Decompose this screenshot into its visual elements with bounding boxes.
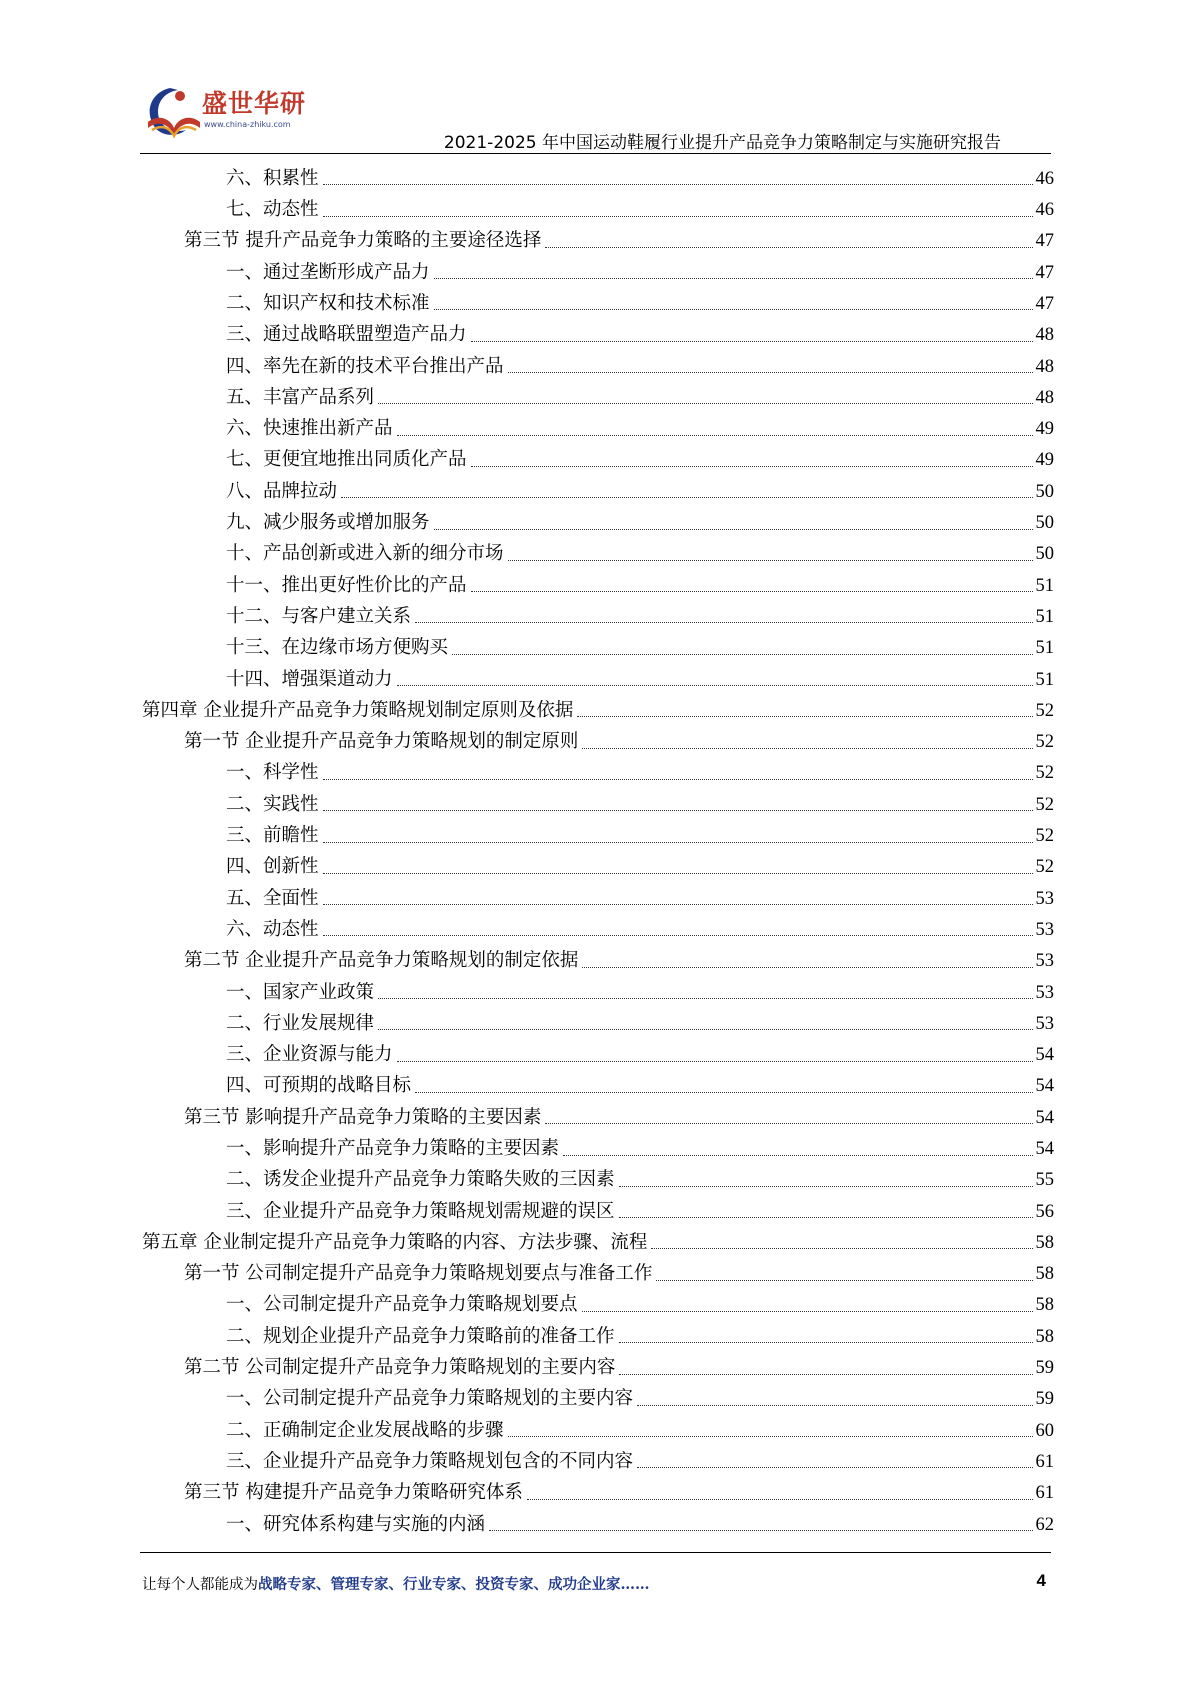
- toc-entry[interactable]: [142, 880, 1054, 911]
- toc-dot-leader: [656, 1280, 1032, 1281]
- toc-entry[interactable]: [142, 1224, 1054, 1255]
- toc-entry-page: 52: [1035, 794, 1054, 815]
- toc-entry[interactable]: [142, 598, 1054, 629]
- toc-entry-page: 56: [1035, 1201, 1054, 1222]
- toc-entry-title: 一、科学性: [226, 762, 319, 784]
- toc-entry-title: 第四章 企业提升产品竞争力策略规划制定原则及依据: [142, 699, 574, 721]
- report-title: 2021-2025 年中国运动鞋履行业提升产品竞争力策略制定与实施研究报告: [443, 133, 1001, 153]
- toc-entry[interactable]: [142, 849, 1054, 880]
- toc-entry-page: 49: [1035, 419, 1054, 440]
- toc-entry-page: 52: [1035, 732, 1054, 753]
- toc-dot-leader: [545, 247, 1032, 248]
- toc-dot-leader: [323, 935, 1033, 936]
- toc-dot-leader: [323, 904, 1033, 905]
- toc-entry[interactable]: [142, 1287, 1054, 1318]
- toc-entry-page: 59: [1035, 1358, 1054, 1379]
- toc-entry-page: 47: [1035, 262, 1054, 283]
- toc-dot-leader: [527, 1499, 1033, 1500]
- toc-dot-leader: [323, 842, 1033, 843]
- toc-entry-title: 三、企业提升产品竞争力策略规划包含的不同内容: [226, 1450, 634, 1472]
- toc-entry-page: 62: [1035, 1514, 1054, 1535]
- toc-entry[interactable]: [142, 1036, 1054, 1067]
- toc-entry[interactable]: [142, 285, 1054, 316]
- toc-dot-leader: [489, 1530, 1032, 1531]
- toc-dot-leader: [397, 685, 1033, 686]
- toc-entry-page: 51: [1035, 669, 1054, 690]
- toc-entry-title: 十二、与客户建立关系: [226, 605, 412, 627]
- toc-dot-leader: [577, 716, 1032, 717]
- toc-dot-leader: [619, 1217, 1033, 1218]
- toc-entry[interactable]: [142, 1130, 1054, 1161]
- toc-entry-title: 第五章 企业制定提升产品竞争力策略的内容、方法步骤、流程: [142, 1231, 648, 1253]
- toc-entry[interactable]: [142, 536, 1054, 567]
- toc-entry-page: 54: [1035, 1107, 1054, 1128]
- company-logo: [140, 82, 310, 146]
- toc-entry[interactable]: [142, 1381, 1054, 1412]
- toc-dot-leader: [471, 341, 1033, 342]
- toc-entry-title: 一、国家产业政策: [226, 981, 375, 1003]
- toc-entry-title: 四、创新性: [226, 856, 319, 878]
- toc-entry-title: 五、全面性: [226, 887, 319, 909]
- toc-dot-leader: [323, 873, 1033, 874]
- toc-entry[interactable]: [142, 1255, 1054, 1286]
- toc-entry[interactable]: [142, 567, 1054, 598]
- toc-entry[interactable]: [142, 348, 1054, 379]
- toc-entry[interactable]: [142, 191, 1054, 222]
- page-number: 4: [1036, 1571, 1046, 1590]
- toc-entry[interactable]: [142, 942, 1054, 973]
- toc-entry-title: 二、诱发企业提升产品竞争力策略失败的三因素: [226, 1169, 615, 1191]
- toc-entry-title: 一、公司制定提升产品竞争力策略规划要点: [226, 1294, 578, 1316]
- toc-entry-page: 61: [1035, 1483, 1054, 1504]
- toc-entry-title: 七、动态性: [226, 199, 319, 221]
- toc-entry-page: 49: [1035, 450, 1054, 471]
- toc-dot-leader: [563, 1155, 1032, 1156]
- toc-entry-page: 52: [1035, 857, 1054, 878]
- toc-entry-page: 48: [1035, 325, 1054, 346]
- toc-entry-page: 51: [1035, 575, 1054, 596]
- toc-entry-page: 53: [1035, 951, 1054, 972]
- toc-dot-leader: [415, 1092, 1032, 1093]
- toc-dot-leader: [471, 466, 1033, 467]
- toc-entry-title: 第一节 公司制定提升产品竞争力策略规划要点与准备工作: [184, 1263, 653, 1285]
- toc-entry-page: 58: [1035, 1295, 1054, 1316]
- header-divider: [140, 153, 1051, 154]
- toc-entry-page: 58: [1035, 1264, 1054, 1285]
- toc-entry[interactable]: [142, 1099, 1054, 1130]
- toc-dot-leader: [582, 748, 1032, 749]
- toc-entry-title: 第一节 企业提升产品竞争力策略规划的制定原则: [184, 731, 579, 753]
- toc-entry[interactable]: [142, 160, 1054, 191]
- toc-entry-page: 61: [1035, 1451, 1054, 1472]
- toc-entry-title: 七、更便宜地推出同质化产品: [226, 449, 467, 471]
- toc-entry[interactable]: [142, 1412, 1054, 1443]
- toc-dot-leader: [619, 1186, 1033, 1187]
- toc-entry[interactable]: [142, 316, 1054, 347]
- toc-entry-page: 54: [1035, 1076, 1054, 1097]
- toc-entry-title: 第二节 公司制定提升产品竞争力策略规划的主要内容: [184, 1357, 616, 1379]
- table-of-contents: [142, 160, 1054, 1537]
- toc-entry[interactable]: [142, 1068, 1054, 1099]
- toc-entry[interactable]: [142, 1474, 1054, 1505]
- toc-entry-page: 58: [1035, 1326, 1054, 1347]
- toc-dot-leader: [508, 560, 1033, 561]
- toc-entry-title: 三、前瞻性: [226, 825, 319, 847]
- toc-dot-leader: [323, 810, 1033, 811]
- toc-entry-page: 48: [1035, 387, 1054, 408]
- toc-entry-page: 47: [1035, 293, 1054, 314]
- toc-dot-leader: [582, 967, 1032, 968]
- toc-entry-title: 九、减少服务或增加服务: [226, 512, 430, 534]
- toc-entry[interactable]: [142, 442, 1054, 473]
- toc-dot-leader: [637, 1405, 1032, 1406]
- toc-dot-leader: [434, 278, 1033, 279]
- toc-entry[interactable]: [142, 786, 1054, 817]
- toc-entry-page: 53: [1035, 919, 1054, 940]
- toc-dot-leader: [397, 1061, 1033, 1062]
- toc-entry-page: 47: [1035, 231, 1054, 252]
- toc-dot-leader: [397, 435, 1033, 436]
- toc-entry[interactable]: [142, 254, 1054, 285]
- toc-entry[interactable]: [142, 817, 1054, 848]
- toc-entry-page: 46: [1035, 200, 1054, 221]
- toc-entry-title: 十、产品创新或进入新的细分市场: [226, 543, 504, 565]
- toc-entry-title: 二、正确制定企业发展战略的步骤: [226, 1419, 504, 1441]
- toc-entry[interactable]: [142, 1318, 1054, 1349]
- footer-divider: [140, 1552, 1051, 1553]
- toc-dot-leader: [323, 216, 1033, 217]
- toc-dot-leader: [508, 372, 1033, 373]
- toc-entry-page: 50: [1035, 513, 1054, 534]
- toc-entry-page: 50: [1035, 544, 1054, 565]
- toc-entry-page: 50: [1035, 481, 1054, 502]
- toc-entry-title: 第三节 构建提升产品竞争力策略研究体系: [184, 1482, 523, 1504]
- toc-dot-leader: [341, 497, 1032, 498]
- toc-entry[interactable]: [142, 1162, 1054, 1193]
- toc-entry[interactable]: [142, 661, 1054, 692]
- toc-entry-page: 55: [1035, 1170, 1054, 1191]
- toc-entry-title: 一、通过垄断形成产品力: [226, 261, 430, 283]
- toc-dot-leader: [582, 1311, 1033, 1312]
- toc-entry-page: 46: [1035, 168, 1054, 189]
- toc-entry[interactable]: [142, 223, 1054, 254]
- toc-dot-leader: [619, 1374, 1032, 1375]
- toc-dot-leader: [434, 309, 1033, 310]
- footer-slogan: [142, 1573, 650, 1594]
- toc-entry-title: 二、规划企业提升产品竞争力策略前的准备工作: [226, 1325, 615, 1347]
- toc-dot-leader: [545, 1123, 1032, 1124]
- toc-entry-title: 八、品牌拉动: [226, 480, 338, 502]
- footer-slogan-highlight: 战略专家、管理专家、行业专家、投资专家、成功企业家……: [258, 1576, 650, 1593]
- toc-entry-title: 四、率先在新的技术平台推出产品: [226, 355, 504, 377]
- toc-entry[interactable]: [142, 629, 1054, 660]
- toc-entry-title: 四、可预期的战略目标: [226, 1075, 412, 1097]
- toc-entry[interactable]: [142, 974, 1054, 1005]
- toc-entry[interactable]: [142, 755, 1054, 786]
- toc-entry-title: 二、行业发展规律: [226, 1012, 375, 1034]
- toc-entry-page: 52: [1035, 763, 1054, 784]
- toc-entry[interactable]: [142, 1005, 1054, 1036]
- toc-entry-title: 一、公司制定提升产品竞争力策略规划的主要内容: [226, 1388, 634, 1410]
- toc-entry-title: 五、丰富产品系列: [226, 386, 375, 408]
- toc-entry-page: 51: [1035, 638, 1054, 659]
- toc-dot-leader: [619, 1342, 1033, 1343]
- toc-entry[interactable]: [142, 1349, 1054, 1380]
- toc-entry-page: 53: [1035, 1013, 1054, 1034]
- toc-entry-page: 52: [1035, 826, 1054, 847]
- toc-entry-page: 59: [1035, 1389, 1054, 1410]
- toc-entry-title: 十一、推出更好性价比的产品: [226, 574, 467, 596]
- toc-dot-leader: [323, 184, 1033, 185]
- toc-entry[interactable]: [142, 379, 1054, 410]
- toc-dot-leader: [637, 1467, 1032, 1468]
- toc-dot-leader: [434, 529, 1033, 530]
- toc-entry-page: 51: [1035, 606, 1054, 627]
- logo-name: 盛世华研: [202, 89, 307, 118]
- toc-dot-leader: [651, 1248, 1032, 1249]
- toc-entry-title: 六、积累性: [226, 167, 319, 189]
- toc-entry-page: 53: [1035, 888, 1054, 909]
- toc-entry[interactable]: [142, 504, 1054, 535]
- toc-dot-leader: [378, 403, 1032, 404]
- toc-entry-title: 第二节 企业提升产品竞争力策略规划的制定依据: [184, 950, 579, 972]
- toc-entry-page: 52: [1035, 700, 1054, 721]
- logo-url: www.china-zhiku.com: [204, 120, 291, 129]
- toc-entry-title: 一、影响提升产品竞争力策略的主要因素: [226, 1138, 560, 1159]
- toc-entry-title: 一、研究体系构建与实施的内涵: [226, 1513, 486, 1535]
- toc-entry-title: 六、动态性: [226, 918, 319, 940]
- toc-dot-leader: [378, 998, 1032, 999]
- logo-emblem-icon: [140, 82, 204, 142]
- footer-slogan-prefix: 让每个人都能成为: [142, 1577, 258, 1593]
- toc-entry[interactable]: [142, 1443, 1054, 1474]
- toc-entry-page: 60: [1035, 1420, 1054, 1441]
- toc-entry-page: 54: [1035, 1045, 1054, 1066]
- toc-entry-page: 54: [1035, 1139, 1054, 1159]
- toc-entry[interactable]: [142, 1193, 1054, 1224]
- toc-dot-leader: [508, 1436, 1033, 1437]
- toc-dot-leader: [471, 591, 1033, 592]
- toc-entry-page: 53: [1035, 982, 1054, 1003]
- toc-entry-title: 二、知识产权和技术标准: [226, 292, 430, 314]
- toc-entry-title: 第三节 影响提升产品竞争力策略的主要因素: [184, 1106, 542, 1128]
- toc-entry-title: 二、实践性: [226, 793, 319, 815]
- toc-dot-leader: [378, 1029, 1032, 1030]
- toc-dot-leader: [415, 622, 1032, 623]
- toc-entry-title: 十四、增强渠道动力: [226, 668, 393, 690]
- toc-entry[interactable]: [142, 911, 1054, 942]
- toc-entry-page: 58: [1035, 1232, 1054, 1253]
- toc-entry-title: 十三、在边缘市场方便购买: [226, 637, 449, 659]
- toc-entry-title: 三、企业提升产品竞争力策略规划需规避的误区: [226, 1200, 615, 1222]
- toc-entry-title: 三、通过战略联盟塑造产品力: [226, 324, 467, 346]
- toc-dot-leader: [452, 654, 1032, 655]
- toc-entry[interactable]: [142, 473, 1054, 504]
- toc-entry-page: 48: [1035, 356, 1054, 377]
- toc-dot-leader: [323, 779, 1033, 780]
- toc-entry-title: 三、企业资源与能力: [226, 1044, 393, 1066]
- toc-entry[interactable]: [142, 692, 1054, 723]
- toc-entry-title: 六、快速推出新产品: [226, 418, 393, 440]
- toc-entry-title: 第三节 提升产品竞争力策略的主要途径选择: [184, 230, 542, 252]
- toc-entry[interactable]: [142, 723, 1054, 754]
- toc-entry[interactable]: [142, 1506, 1054, 1537]
- toc-entry[interactable]: [142, 410, 1054, 441]
